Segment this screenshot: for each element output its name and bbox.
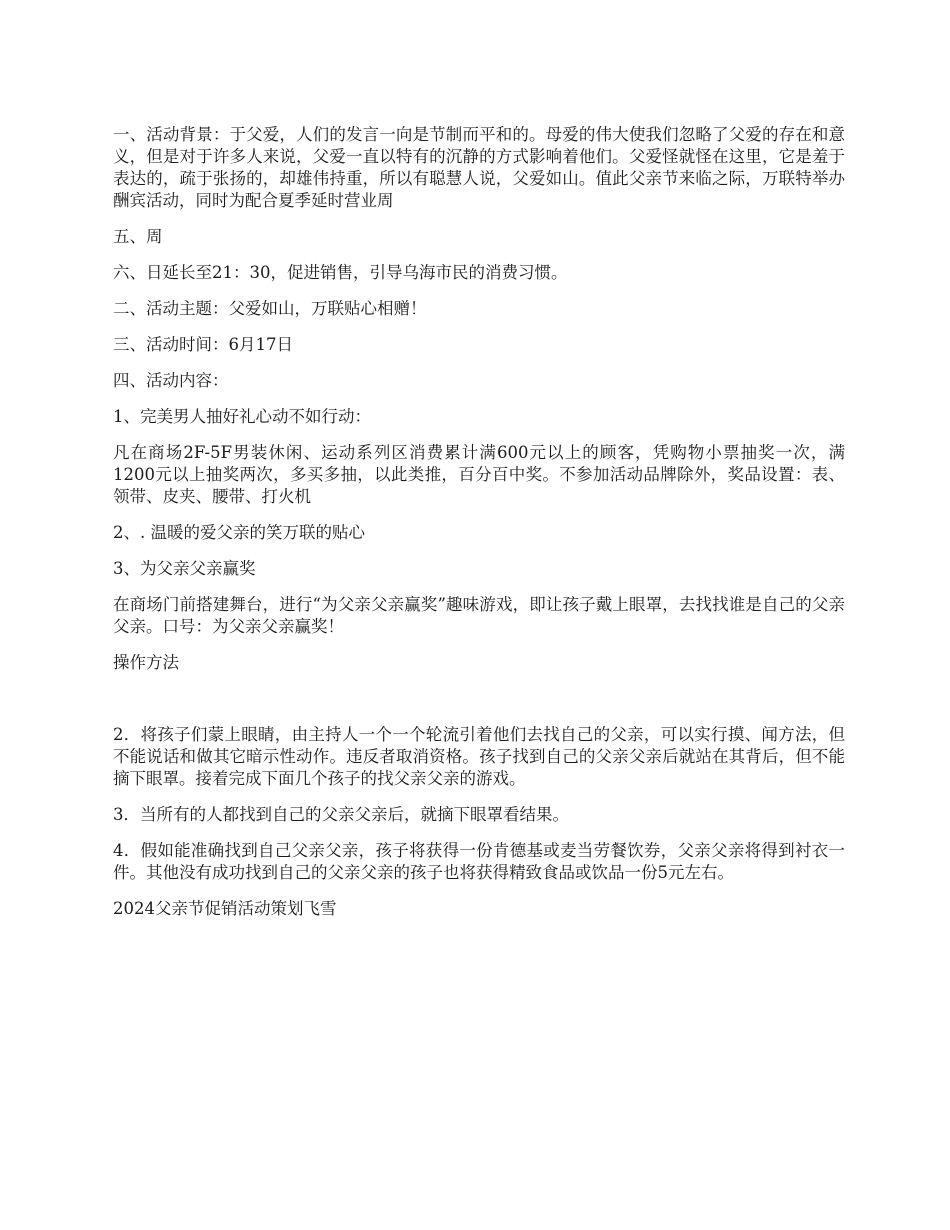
paragraph-method-heading: 操作方法 (113, 653, 179, 672)
paragraph-step-4: 4．假如能准确找到自己父亲父亲，孩子将获得一份肯德基或麦当劳餐饮券，父亲父亲将得到衬衣一件。其他没有成功找到自己的父亲父亲的孩子也将获得精致食品或饮品一份5元左右。 (113, 841, 845, 882)
paragraph-week: 五、周 (113, 227, 163, 246)
blank-gap (113, 688, 845, 724)
paragraph-item-1-body: 凡在商场2F-5F男装休闲、运动系列区消费累计满600元以上的顾客，凭购物小票抽奖一次，满1200元以上抽奖两次，多买多抽，以此类推，百分百中奖。不参加活动品牌除外，奖品设置：表、领带、皮夹、腰带、打火机 (113, 443, 845, 506)
paragraph-background: 一、活动背景：于父爱，人们的发言一向是节制而平和的。母爱的伟大使我们忽略了父爱的存在和意义，但是对于许多人来说，父爱一直以特有的沉静的方式影响着他们。父爱怪就怪在这里，它是羞于表达的，疏于张扬的，却雄伟持重，所以有聪慧人说，父爱如山。值此父亲节来临之际，万联特举办酬宾活动，同时为配合夏季延时营业周 (113, 125, 845, 210)
paragraph-time: 三、活动时间：6月17日 (113, 335, 293, 354)
document-body (113, 124, 845, 934)
paragraph-extended-hours: 六、日延长至21：30，促进销售，引导乌海市民的消费习惯。 (113, 263, 568, 282)
paragraph-item-3-heading: 3、为父亲父亲赢奖 (113, 559, 256, 578)
paragraph-step-2: 2．将孩子们蒙上眼睛，由主持人一个一个轮流引着他们去找自己的父亲，可以实行摸、闻方法，但不能说话和做其它暗示性动作。违反者取消资格。孩子找到自己的父亲父亲后就站在其背后，但不能摘下眼罩。接着完成下面几个孩子的找父亲父亲的游戏。 (113, 725, 845, 788)
paragraph-theme: 二、活动主题：父爱如山，万联贴心相赠！ (113, 299, 427, 318)
paragraph-item-1-heading: 1、完美男人抽好礼心动不如行动： (113, 407, 371, 426)
paragraph-step-3: 3．当所有的人都找到自己的父亲父亲后，就摘下眼罩看结果。 (113, 805, 569, 824)
paragraph-content-heading: 四、活动内容： (113, 371, 229, 390)
paragraph-item-3-body: 在商场门前搭建舞台，进行“为父亲父亲赢奖”趣味游戏，即让孩子戴上眼罩，去找找谁是自己的父亲父亲。口号：为父亲父亲赢奖！ (113, 595, 845, 636)
paragraph-item-2-heading: 2、. 温暖的爱父亲的笑万联的贴心 (113, 523, 365, 542)
paragraph-footer-title: 2024父亲节促销活动策划飞雪 (113, 899, 337, 918)
